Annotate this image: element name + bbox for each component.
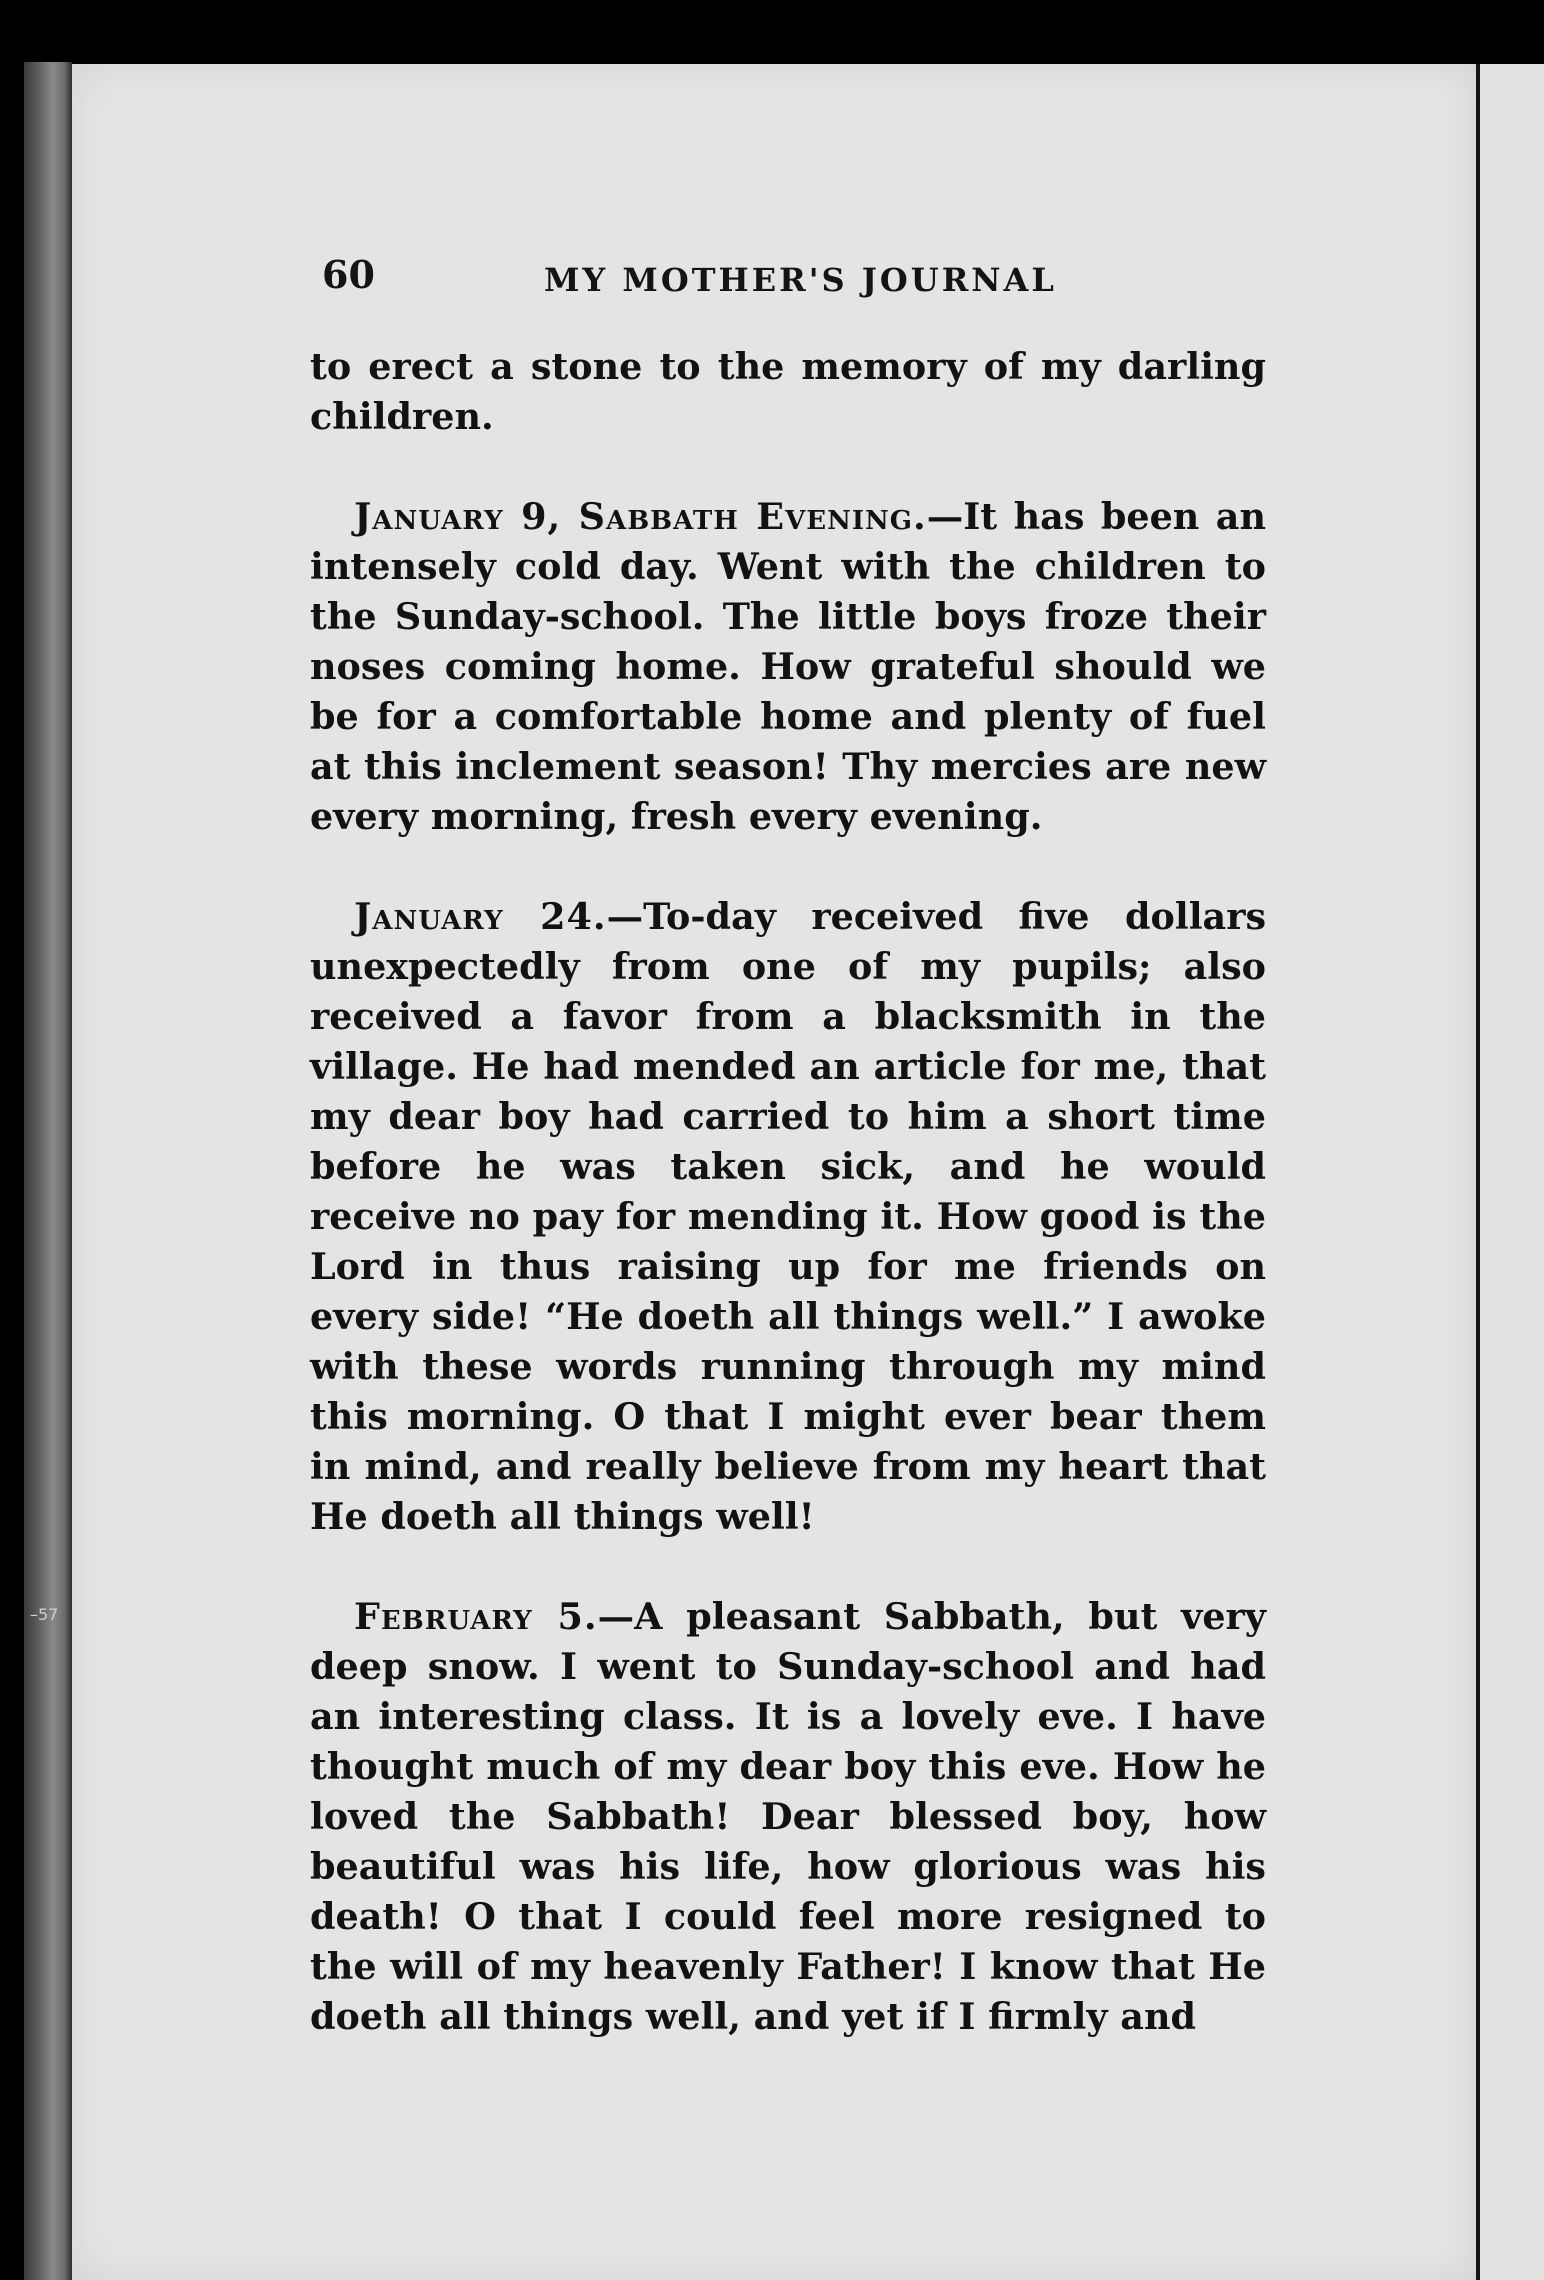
entry-date: January 24.: [354, 895, 607, 938]
journal-text: [310, 342, 1266, 2092]
journal-entry: [310, 1592, 1266, 2042]
entry-text: —To-day received five dollars unexpectedly from one of my pupils; also received a favor from a blacksmith in the village. He had mended an article for me, that my dear boy had carried to him a short time before he was taken sick, and he would receive no pay for mending it. How good is the Lord in thus raising up for me friends on every side! “He doeth all things well.” I awoke with these words running through my mind this morning. O that I might ever bear them in mind, and really believe from my heart that He doeth all things well!: [310, 895, 1266, 1538]
entry-date: February 5.: [354, 1595, 598, 1638]
paragraph-continued: [310, 342, 1266, 442]
page-header: [322, 250, 1282, 306]
margin-mark: –57: [30, 1605, 59, 1624]
running-title: MY MOTHER'S JOURNAL: [544, 261, 1057, 299]
entry-text: —A pleasant Sabbath, but very deep snow. I went to Sunday-school and had an interesting class. It is a lovely eve. I have thought much of my dear boy this eve. How he loved the Sabbath! Dear blessed boy, how beautiful was his life, how glorious was his death! O that I could feel more resigned to the will of my heavenly Father! I know that He doeth all things well, and yet if I firmly and: [310, 1595, 1266, 2038]
entry-date: January 9, Sabbath Evening.: [354, 495, 927, 538]
facing-page-edge: [1476, 64, 1544, 2280]
page-number: 60: [322, 252, 375, 297]
entry-text: —It has been an intensely cold day. Went with the children to the Sunday-school. The little boys froze their noses coming home. How grateful should we be for a comfortable home and plenty of fuel at this inclement season! Thy mercies are new every morning, fresh every evening.: [310, 495, 1266, 838]
book-spine: [24, 62, 72, 2280]
journal-entry: [310, 492, 1266, 842]
paragraph-text: to erect a stone to the memory of my darling children.: [310, 345, 1266, 438]
journal-entry: [310, 892, 1266, 1542]
